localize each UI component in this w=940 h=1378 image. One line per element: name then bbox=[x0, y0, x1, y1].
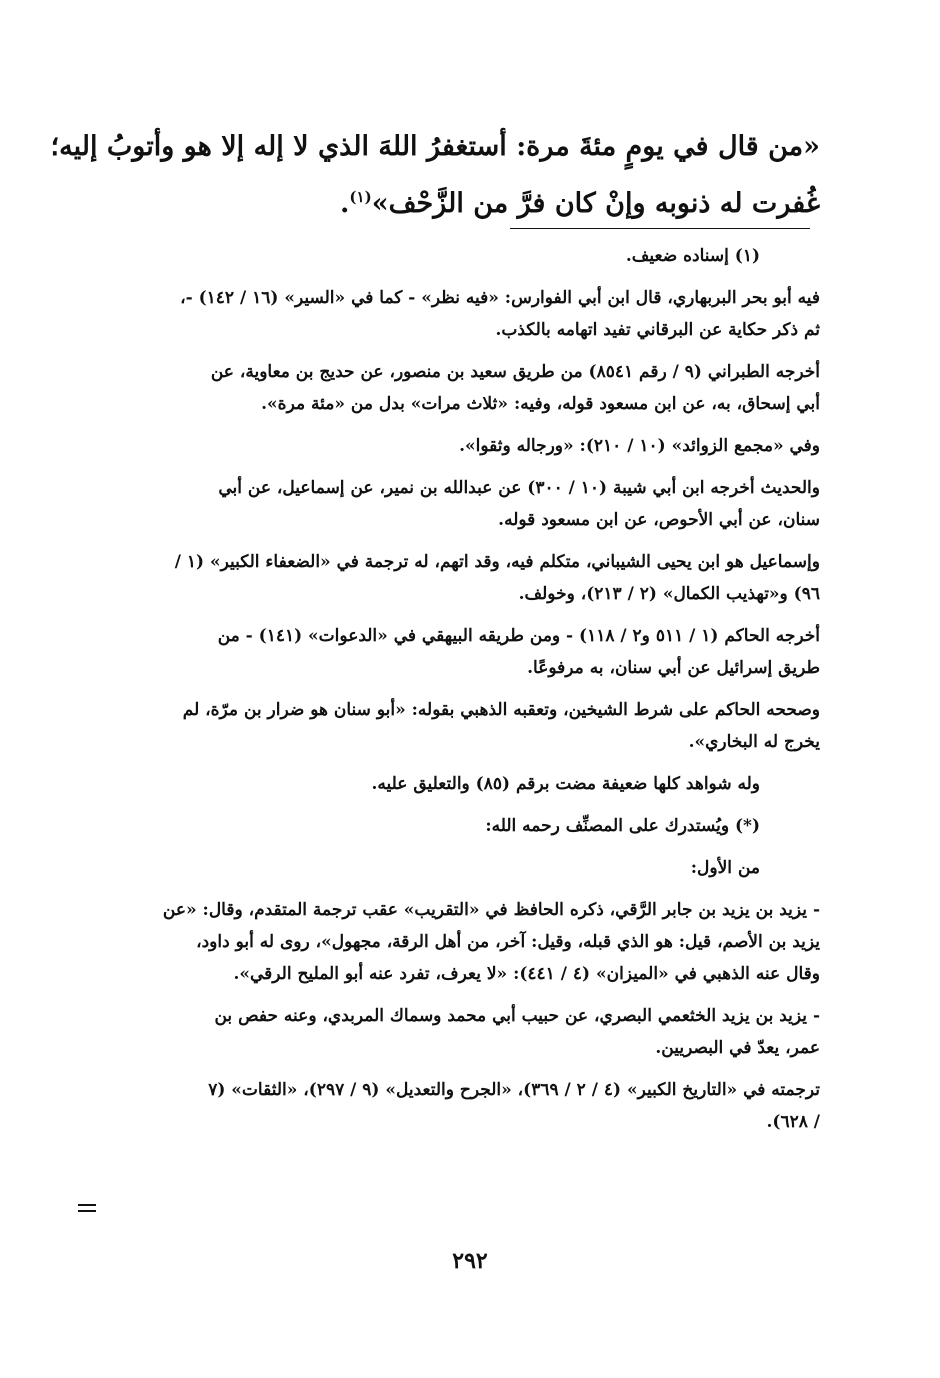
hadith-line-1: «من قال في يومٍ مئةَ مرة: أستغفرُ اللهَ الذي لا إله إلا هو وأتوبُ إليه؛ bbox=[50, 131, 820, 162]
footnote-line: طريق إسرائيل عن أبي سنان، به مرفوعًا. bbox=[527, 658, 820, 678]
footnote-paragraph-4 bbox=[100, 430, 820, 462]
footnote-line: ٩٦) و«تهذيب الكمال» (٢ / ٢١٣)، وخولف. bbox=[518, 584, 820, 604]
footnote-line: عمر، يعدّ في البصريين. bbox=[655, 1038, 820, 1058]
footnote-separator bbox=[510, 228, 810, 229]
continuation-mark bbox=[78, 1204, 96, 1212]
footnote-line: سنان، عن أبي الأحوص، عن ابن مسعود قوله. bbox=[498, 510, 820, 530]
footnote-line: يخرج له البخاري». bbox=[688, 732, 820, 752]
hadith-text bbox=[50, 122, 820, 229]
footnote-line: من الأول: bbox=[690, 858, 760, 878]
footnote-paragraph-7 bbox=[100, 620, 820, 684]
footnote-paragraph-14 bbox=[100, 1074, 820, 1138]
footnote-line: / ٦٢٨). bbox=[766, 1112, 820, 1132]
footnote-paragraph-13 bbox=[100, 1000, 820, 1064]
footnote-line: وفي «مجمع الزوائد» (١٠ / ٢١٠): «ورجاله وثقوا». bbox=[459, 436, 820, 456]
footnote-line: - يزيد بن يزيد بن جابر الرَّقي، ذكره الحافظ في «التقريب» عقب ترجمة المتقدم، وقال: «عن bbox=[162, 900, 820, 920]
footnote-paragraph-6 bbox=[100, 546, 820, 610]
footnote-line: وصححه الحاكم على شرط الشيخين، وتعقبه الذهبي بقوله: «أبو سنان هو ضرار بن مرّة، لم bbox=[182, 700, 820, 720]
footnote-line: يزيد بن الأصم، قيل: هو الذي قبله، وقيل: آخر، من أهل الرقة، مجهول»، روى له أبو داود، bbox=[196, 932, 820, 952]
footnote-paragraph-12 bbox=[100, 894, 820, 990]
footnote-paragraph-9 bbox=[100, 768, 820, 800]
hadith-line-2-text: غُفرت له ذنوبه وإنْ كان فرَّ من الزَّحْف» bbox=[371, 188, 820, 219]
footnote-line: - يزيد بن يزيد الخثعمي البصري، عن حبيب أبي محمد وسماك المربدي، وعنه حفص بن bbox=[214, 1006, 820, 1026]
footnotes bbox=[100, 240, 820, 1148]
hadith-line-2-end: . bbox=[340, 188, 350, 219]
footnote-paragraph-1 bbox=[100, 240, 820, 272]
footnote-paragraph-2 bbox=[100, 282, 820, 346]
footnote-line: ترجمته في «التاريخ الكبير» (٤ / ٢ / ٣٦٩)، «الجرح والتعديل» (٩ / ٢٩٧)، «الثقات» (٧ bbox=[208, 1080, 820, 1100]
footnote-paragraph-8 bbox=[100, 694, 820, 758]
footnote-marker: (١) bbox=[349, 188, 372, 206]
footnote-line: ثم ذكر حكاية عن البرقاني تفيد اتهامه بالكذب. bbox=[495, 320, 820, 340]
footnote-line: وإسماعيل هو ابن يحيى الشيباني، متكلم فيه، وقد اتهم، له ترجمة في «الضعفاء الكبير» (١ / bbox=[174, 552, 820, 572]
footnote-paragraph-3 bbox=[100, 356, 820, 420]
footnote-paragraph-5 bbox=[100, 472, 820, 536]
page-number: ٢٩٢ bbox=[452, 1248, 488, 1274]
hadith-line-2 bbox=[80, 172, 820, 229]
footnote-line: وله شواهد كلها ضعيفة مضت برقم (٨٥) والتعليق عليه. bbox=[371, 774, 760, 794]
footnote-line: أخرجه الطبراني (٩ / رقم ٨٥٤١) من طريق سعيد بن منصور، عن حديج بن معاوية، عن bbox=[210, 362, 820, 382]
footnote-line: وقال عنه الذهبي في «الميزان» (٤ / ٤٤١): «لا يعرف، تفرد عنه أبو المليح الرقي». bbox=[233, 964, 820, 984]
footnote-line: أخرجه الحاكم (١ / ٥١١ و٢ / ١١٨) - ومن طريقه البيهقي في «الدعوات» (١٤١) - من bbox=[217, 626, 820, 646]
footnote-line: أبي إسحاق، به، عن ابن مسعود قوله، وفيه: «ثلاث مرات» بدل من «مئة مرة». bbox=[261, 394, 820, 414]
footnote-line: (١) إسناده ضعيف. bbox=[625, 246, 760, 266]
footnote-line: (*) ويُستدرك على المصنِّف رحمه الله: bbox=[485, 816, 760, 836]
footnote-line: فيه أبو بحر البربهاري، قال ابن أبي الفوارس: «فيه نظر» - كما في «السير» (١٦ / ١٤٢) -، bbox=[180, 288, 820, 308]
footnote-paragraph-11 bbox=[100, 852, 820, 884]
footnote-line: والحديث أخرجه ابن أبي شيبة (١٠ / ٣٠٠) عن عبدالله بن نمير، عن إسماعيل، عن أبي bbox=[218, 478, 820, 498]
footnote-paragraph-10 bbox=[100, 810, 820, 842]
